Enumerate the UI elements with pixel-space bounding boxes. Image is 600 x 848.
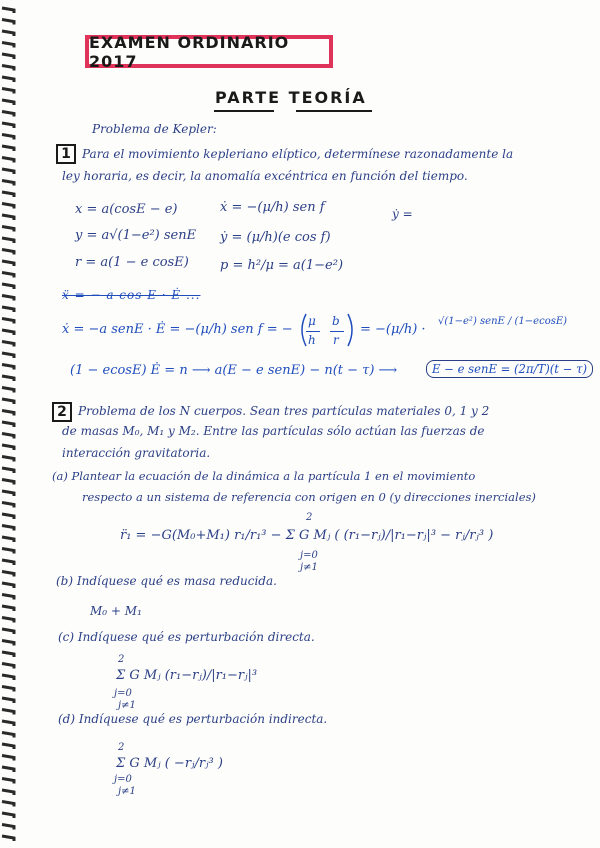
spiral-hook bbox=[2, 733, 14, 738]
subtitle-underline-1 bbox=[214, 110, 274, 112]
answer-b: M₀ + M₁ bbox=[90, 604, 142, 618]
spiral-hook bbox=[2, 227, 14, 232]
a-sum-lower-2: j≠1 bbox=[300, 562, 318, 573]
eq-ydot: ẏ = (μ/h)(e cos f) bbox=[220, 230, 331, 245]
spiral-hook bbox=[2, 675, 14, 680]
spiral-hook bbox=[2, 790, 14, 795]
spiral-hook bbox=[2, 54, 14, 59]
spiral-hook bbox=[2, 802, 14, 807]
spiral-hook bbox=[2, 698, 14, 703]
eq-xdot-long-a: ẋ = −a senE · Ė = −(μ/h) sen f = − bbox=[62, 322, 293, 337]
answer-d: Σ G Mⱼ ( −rⱼ/rⱼ³ ) bbox=[116, 756, 223, 771]
eq-y: y = a√(1−e²) senE bbox=[75, 228, 197, 243]
problem2-statement-line2: de masas M₀, M₁ y M₂. Entre las partículas sólo actúan las fuerzas de bbox=[62, 424, 485, 438]
spiral-hook bbox=[2, 215, 14, 220]
a-sum-upper: 2 bbox=[306, 512, 313, 523]
spiral-hook bbox=[2, 123, 14, 128]
eq-x: x = a(cosE − e) bbox=[75, 202, 178, 217]
spiral-hook bbox=[2, 388, 14, 393]
spiral-hook bbox=[2, 307, 14, 312]
eq-xdot: ẋ = −(μ/h) sen f bbox=[220, 200, 325, 215]
problem1-number: 1 bbox=[56, 144, 76, 164]
spiral-hook bbox=[2, 158, 14, 163]
spiral-hook bbox=[2, 31, 14, 36]
spiral-hook bbox=[2, 664, 14, 669]
spiral-hook bbox=[2, 250, 14, 255]
answer-c: Σ G Mⱼ (r₁−rⱼ)/|r₁−rⱼ|³ bbox=[116, 668, 258, 683]
d-sum-upper: 2 bbox=[118, 742, 125, 753]
eq-r: r = a(1 − e cosE) bbox=[75, 255, 189, 270]
spiral-hook bbox=[2, 284, 14, 289]
problem1-statement-line2: ley horaria, es decir, la anomalía excéntrica en función del tiempo. bbox=[62, 169, 468, 183]
spiral-hook bbox=[2, 779, 14, 784]
spiral-hook bbox=[2, 411, 14, 416]
spiral-hook bbox=[2, 296, 14, 301]
eq-kepler: (1 − ecosE) Ė = n ⟶ a(E − e senE) − n(t − τ) ⟶ bbox=[70, 363, 398, 378]
question-a-equation: r̈₁ = −G(M₀+M₁) r₁/r₁³ − Σ G Mⱼ ( (r₁−rⱼ)/|r₁−rⱼ|³ − rⱼ/rⱼ³ ) bbox=[120, 528, 494, 543]
c-sum-upper: 2 bbox=[118, 654, 125, 665]
d-sum-lower-2: j≠1 bbox=[118, 786, 136, 797]
question-c: (c) Indíquese qué es perturbación directa. bbox=[58, 630, 315, 644]
spiral-hook bbox=[2, 744, 14, 749]
spiral-hook bbox=[2, 422, 14, 427]
spiral-hook bbox=[2, 480, 14, 485]
spiral-hook bbox=[2, 365, 14, 370]
frac1-den: h bbox=[308, 333, 316, 347]
c-sum-lower-1: j=0 bbox=[114, 688, 132, 699]
c-sum-lower-2: j≠1 bbox=[118, 700, 136, 711]
spiral-hook bbox=[2, 503, 14, 508]
spiral-hook bbox=[2, 112, 14, 117]
exam-title: EXAMEN ORDINARIO 2017 bbox=[89, 32, 290, 71]
problem2-statement-line1: Problema de los N cuerpos. Sean tres partículas materiales 0, 1 y 2 bbox=[78, 404, 490, 418]
spiral-hook bbox=[2, 825, 14, 830]
problem1-statement-line1: Para el movimiento kepleriano elíptico, determínese razonadamente la bbox=[82, 147, 514, 161]
question-b: (b) Indíquese qué es masa reducida. bbox=[56, 574, 277, 588]
spiral-hook bbox=[2, 813, 14, 818]
frac2-den: r bbox=[333, 333, 339, 347]
spiral-hook bbox=[2, 468, 14, 473]
spiral-hook bbox=[2, 537, 14, 542]
spiral-hook bbox=[2, 836, 14, 841]
spiral-hook bbox=[2, 595, 14, 600]
spiral-hook bbox=[2, 629, 14, 634]
spiral-hook bbox=[2, 641, 14, 646]
spiral-hook bbox=[2, 353, 14, 358]
spiral-hook bbox=[2, 721, 14, 726]
spiral-hook bbox=[2, 8, 14, 13]
spiral-hook bbox=[2, 66, 14, 71]
spiral-hook bbox=[2, 330, 14, 335]
spiral-hook bbox=[2, 606, 14, 611]
question-a-line2: respecto a un sistema de referencia con origen en 0 (y direcciones inerciales) bbox=[82, 490, 536, 504]
eq-xdot-long-c: √(1−e²) senE / (1−ecosE) bbox=[438, 316, 568, 327]
spiral-hook bbox=[2, 652, 14, 657]
spiral-hook bbox=[2, 687, 14, 692]
spiral-hook bbox=[2, 192, 14, 197]
question-d: (d) Indíquese qué es perturbación indirecta. bbox=[58, 712, 328, 726]
question-a-line1: (a) Plantear la ecuación de la dinámica a la partícula 1 en el movimiento bbox=[52, 469, 476, 483]
spiral-hook bbox=[2, 583, 14, 588]
spiral-hook bbox=[2, 756, 14, 761]
eq-result-boxed: E − e senE = (2π/T)(t − τ) bbox=[426, 360, 593, 378]
spiral-hook bbox=[2, 77, 14, 82]
spiral-hook bbox=[2, 319, 14, 324]
eq-ydot-partial: ẏ = bbox=[392, 207, 413, 221]
spiral-hook bbox=[2, 399, 14, 404]
spiral-hook bbox=[2, 434, 14, 439]
problem1-label: Problema de Kepler: bbox=[92, 122, 217, 136]
crossed-out-scribble: ẍ = − a cos E · Ė ... bbox=[62, 288, 201, 302]
spiral-hook bbox=[2, 169, 14, 174]
problem2-statement-line3: interacción gravitatoria. bbox=[62, 446, 211, 460]
section-title: PARTE TEORÍA bbox=[215, 88, 367, 107]
exam-title-box bbox=[85, 32, 333, 71]
spiral-hook bbox=[2, 238, 14, 243]
spiral-hook bbox=[2, 572, 14, 577]
frac-bracket bbox=[296, 312, 356, 348]
spiral-hook bbox=[2, 445, 14, 450]
subtitle-underline-2 bbox=[296, 110, 372, 112]
eq-p: p = h²/μ = a(1−e²) bbox=[220, 258, 344, 273]
spiral-hook bbox=[2, 618, 14, 623]
d-sum-lower-1: j=0 bbox=[114, 774, 132, 785]
spiral-hook bbox=[2, 20, 14, 25]
spiral-hook bbox=[2, 135, 14, 140]
problem2-number: 2 bbox=[52, 402, 72, 422]
spiral-hook bbox=[2, 181, 14, 186]
spiral-hook bbox=[2, 273, 14, 278]
spiral-hook bbox=[2, 146, 14, 151]
spiral-hook bbox=[2, 549, 14, 554]
spiral-hook bbox=[2, 100, 14, 105]
spiral-binding bbox=[0, 0, 22, 848]
spiral-hook bbox=[2, 204, 14, 209]
spiral-hook bbox=[2, 89, 14, 94]
spiral-hook bbox=[2, 767, 14, 772]
spiral-hook bbox=[2, 491, 14, 496]
spiral-hook bbox=[2, 560, 14, 565]
spiral-hook bbox=[2, 710, 14, 715]
spiral-hook bbox=[2, 526, 14, 531]
eq-xdot-long-b: = −(μ/h) · bbox=[360, 322, 426, 337]
frac1-num: μ bbox=[308, 314, 316, 328]
frac2-num: b bbox=[332, 314, 340, 328]
spiral-hook bbox=[2, 261, 14, 266]
spiral-hook bbox=[2, 342, 14, 347]
spiral-hook bbox=[2, 457, 14, 462]
spiral-hook bbox=[2, 376, 14, 381]
a-sum-lower-1: j=0 bbox=[300, 550, 318, 561]
spiral-hook bbox=[2, 43, 14, 48]
spiral-hook bbox=[2, 514, 14, 519]
